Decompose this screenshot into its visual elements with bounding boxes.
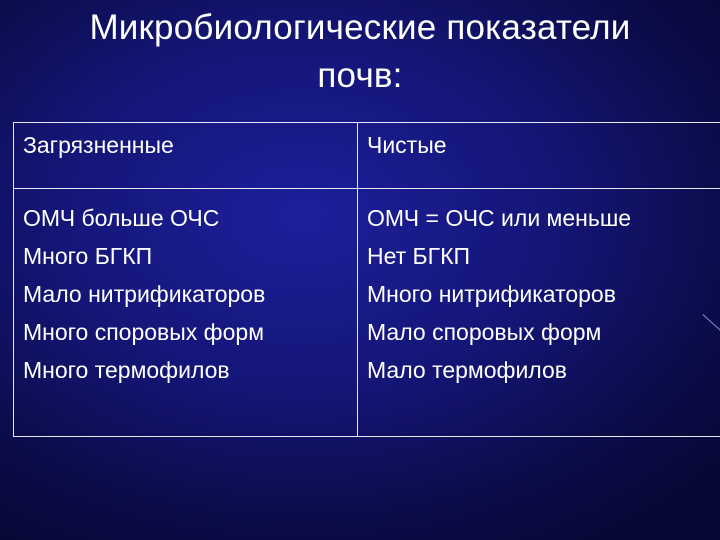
comparison-table	[13, 122, 720, 437]
list-item: Нет БГКП	[367, 243, 471, 269]
table-header-row	[14, 123, 720, 189]
list-item: Много нитрификаторов	[367, 281, 616, 307]
list-item: Мало споровых форм	[367, 319, 602, 345]
slide-title	[0, 4, 720, 100]
list-item: Много споровых форм	[23, 319, 265, 345]
polluted-cell	[14, 189, 358, 437]
list-item: ОМЧ больше ОЧС	[23, 205, 220, 231]
header-polluted: Загрязненные	[14, 123, 358, 189]
table-row	[14, 189, 720, 437]
list-item: Мало нитрификаторов	[23, 281, 266, 307]
list-item: ОМЧ = ОЧС или меньше	[367, 205, 632, 231]
slide-title-line-1: Микробиологические показатели	[89, 8, 631, 47]
header-clean: Чистые	[358, 123, 720, 189]
clean-cell	[358, 189, 720, 437]
list-item: Мало термофилов	[367, 357, 567, 383]
list-item: Много термофилов	[23, 357, 230, 383]
slide-title-line-2: почв:	[317, 56, 403, 95]
list-item: Много БГКП	[23, 243, 153, 269]
